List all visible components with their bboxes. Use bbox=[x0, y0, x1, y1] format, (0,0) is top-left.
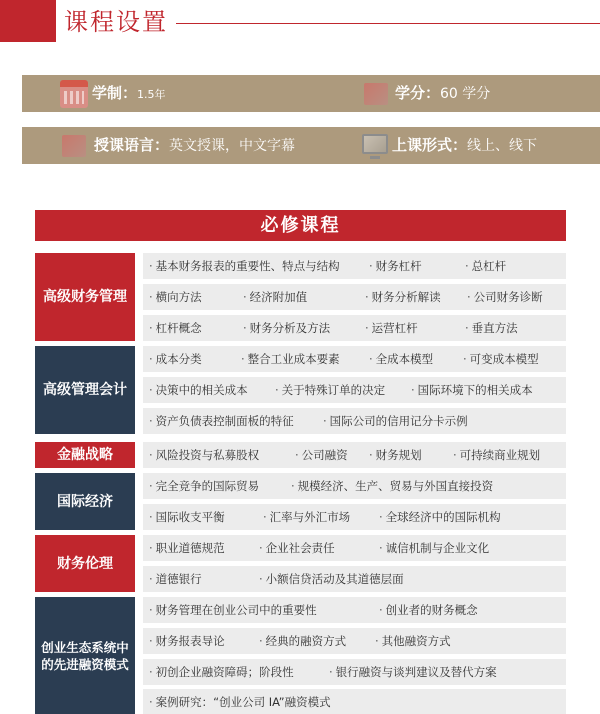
course-item: · 成本分类 bbox=[149, 346, 202, 372]
language-label: 授课语言： bbox=[94, 136, 170, 154]
required-courses-heading: 必修课程 bbox=[35, 210, 566, 241]
course-row bbox=[143, 689, 566, 714]
course-row bbox=[143, 284, 566, 310]
course-row bbox=[143, 315, 566, 341]
course-item: · 国际收支平衡 bbox=[149, 504, 225, 530]
course-item: · 可持续商业规划 bbox=[453, 442, 540, 468]
course-row bbox=[143, 473, 566, 499]
category-financial-strategy: 金融战略 bbox=[35, 442, 135, 468]
course-item: · 基本财务报表的重要性、特点与结构 bbox=[149, 253, 340, 279]
course-item: · 汇率与外汇市场 bbox=[263, 504, 350, 530]
course-item: · 横向方法 bbox=[149, 284, 202, 310]
course-item: · 风险投资与私募股权 bbox=[149, 442, 259, 468]
credit-label: 学分： bbox=[395, 84, 441, 102]
course-item: · 职业道德规范 bbox=[149, 535, 225, 561]
header-accent-block bbox=[0, 0, 56, 42]
course-item: · 企业社会责任 bbox=[259, 535, 335, 561]
course-item: · 总杠杆 bbox=[465, 253, 506, 279]
course-item: · 财务规划 bbox=[369, 442, 422, 468]
course-item: · 初创企业融资障碍；阶段性 bbox=[149, 659, 294, 685]
course-row bbox=[143, 408, 566, 434]
category-startup-ecosystem-financing bbox=[35, 597, 135, 714]
course-item: · 全球经济中的国际机构 bbox=[379, 504, 501, 530]
course-item: · 资产负债表控制面板的特征 bbox=[149, 408, 294, 434]
duration-info bbox=[92, 75, 166, 113]
monitor-icon bbox=[362, 134, 388, 154]
course-item: · 银行融资与谈判建议及替代方案 bbox=[329, 659, 497, 685]
course-item: · 经济附加值 bbox=[243, 284, 307, 310]
course-row bbox=[143, 566, 566, 592]
course-item: · 公司融资 bbox=[295, 442, 348, 468]
course-item: · 完全竞争的国际贸易 bbox=[149, 473, 259, 499]
course-item: · 运营杠杆 bbox=[365, 315, 418, 341]
course-row bbox=[143, 535, 566, 561]
course-item: · 财务分析及方法 bbox=[243, 315, 330, 341]
course-row bbox=[143, 504, 566, 530]
course-item: · 财务分析解读 bbox=[365, 284, 441, 310]
category-advanced-financial-management: 高级财务管理 bbox=[35, 253, 135, 341]
course-row bbox=[143, 253, 566, 279]
category-advanced-management-accounting: 高级管理会计 bbox=[35, 346, 135, 434]
course-row bbox=[143, 597, 566, 623]
course-item: · 创业者的财务概念 bbox=[379, 597, 478, 623]
mode-value: 线上、线下 bbox=[467, 138, 538, 154]
course-item: · 财务杠杆 bbox=[369, 253, 422, 279]
course-item: · 可变成本模型 bbox=[463, 346, 539, 372]
course-item: · 规模经济、生产、贸易与外国直接投资 bbox=[291, 473, 493, 499]
course-row bbox=[143, 628, 566, 654]
credit-value: 60 学分 bbox=[440, 86, 491, 102]
page-title: 课程设置 bbox=[64, 8, 168, 36]
language-value: 英文授课，中文字幕 bbox=[169, 138, 296, 154]
course-item: · 整合工业成本要素 bbox=[241, 346, 340, 372]
course-item: · 垂直方法 bbox=[465, 315, 518, 341]
course-item: · 全成本模型 bbox=[369, 346, 433, 372]
course-item: · 案例研究：“创业公司 IA”融资模式 bbox=[149, 689, 331, 714]
course-item: · 财务报表导论 bbox=[149, 628, 225, 654]
course-item: · 决策中的相关成本 bbox=[149, 377, 248, 403]
duration-label: 学制： bbox=[92, 84, 138, 102]
course-item: · 诚信机制与企业文化 bbox=[379, 535, 489, 561]
course-item: · 小额信贷活动及其道德层面 bbox=[259, 566, 404, 592]
credit-info bbox=[395, 75, 490, 113]
course-row bbox=[143, 442, 566, 468]
course-row bbox=[143, 346, 566, 372]
header-divider bbox=[176, 23, 600, 24]
course-item: · 公司财务诊断 bbox=[467, 284, 543, 310]
course-item: · 其他融资方式 bbox=[375, 628, 451, 654]
info-bar-duration-credit bbox=[22, 75, 600, 112]
course-row bbox=[143, 659, 566, 685]
course-item: · 经典的融资方式 bbox=[259, 628, 346, 654]
category-startup-ecosystem-financing-label: 创业生态系统中的先进融资模式 bbox=[41, 639, 129, 672]
duration-value: 1.5年 bbox=[137, 88, 166, 101]
course-row bbox=[143, 377, 566, 403]
course-item: · 国际环境下的相关成本 bbox=[411, 377, 533, 403]
course-item: · 国际公司的信用记分卡示例 bbox=[323, 408, 468, 434]
category-financial-ethics: 财务伦理 bbox=[35, 535, 135, 592]
mode-label: 上课形式： bbox=[392, 136, 468, 154]
language-icon bbox=[62, 135, 86, 157]
calendar-icon bbox=[60, 80, 88, 108]
mode-info bbox=[392, 127, 537, 165]
course-item: · 关于特殊订单的决定 bbox=[275, 377, 385, 403]
course-item: · 杠杆概念 bbox=[149, 315, 202, 341]
course-item: · 财务管理在创业公司中的重要性 bbox=[149, 597, 317, 623]
credit-icon bbox=[364, 83, 388, 105]
course-item: · 道德银行 bbox=[149, 566, 202, 592]
language-info bbox=[94, 127, 295, 165]
info-bar-language-mode bbox=[22, 127, 600, 164]
category-international-economics: 国际经济 bbox=[35, 473, 135, 530]
